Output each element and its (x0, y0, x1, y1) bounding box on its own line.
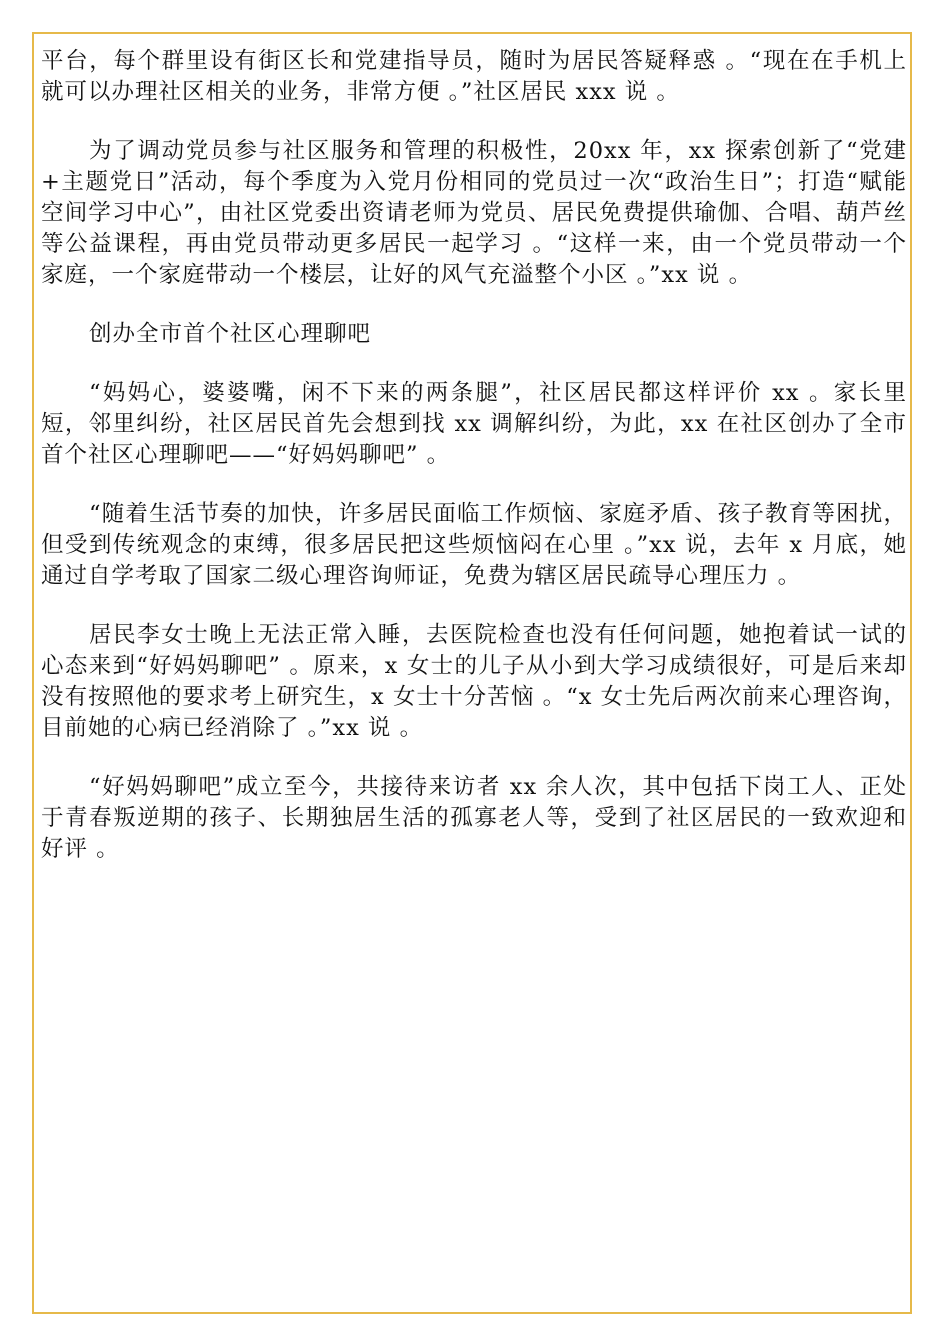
paragraph-mother-heart: “妈妈心，婆婆嘴，闲不下来的两条腿”，社区居民都这样评价 xx 。家长里短，邻里纠纷，社区居民首先会想到找 xx 调解纠纷，为此，xx 在社区创办了全市首个社区心理聊吧——“好妈妈聊吧” 。 (41, 380, 907, 468)
paragraph-life-pressure: “随着生活节奏的加快，许多居民面临工作烦恼、家庭矛盾、孩子教育等困扰，但受到传统观念的束缚，很多居民把这些烦恼闷在心里 。”xx 说，去年 x 月底，她通过自学考取了国家二级心理咨询师证，免费为辖区居民疏导心理压力 。 (41, 501, 907, 589)
paragraph-continuation: 平台，每个群里设有街区长和党建指导员，随时为居民答疑释惑 。“现在在手机上就可以办理社区相关的业务，非常方便 。”社区居民 xxx 说 。 (41, 48, 907, 105)
paragraph-summary: “好妈妈聊吧”成立至今，共接待来访者 xx 余人次，其中包括下岗工人、正处于青春叛逆期的孩子、长期独居生活的孤寡老人等，受到了社区居民的一致欢迎和好评 。 (41, 774, 907, 862)
section-heading: 创办全市首个社区心理聊吧 (89, 321, 372, 347)
paragraph-resident-case: 居民李女士晚上无法正常入睡，去医院检查也没有任何问题，她抱着试一试的心态来到“好妈妈聊吧” 。原来，x 女士的儿子从小到大学习成绩很好，可是后来却没有按照他的要求考上研究生，x 女士十分苦恼 。“x 女士先后两次前来心理咨询，目前她的心病已经消除了 。”xx 说 。 (41, 622, 907, 741)
document-body (41, 46, 907, 865)
paragraph-party-day-activity: 为了调动党员参与社区服务和管理的积极性，20xx 年，xx 探索创新了“党建+主题党日”活动，每个季度为入党月份相同的党员过一次“政治生日”；打造“赋能空间学习中心”，由社区党委出资请老师为党员、居民免费提供瑜伽、合唱、葫芦丝等公益课程，再由党员带动更多居民一起学习 。“这样一来，由一个党员带动一个家庭，一个家庭带动一个楼层，让好的风气充溢整个小区 。”xx 说 。 (41, 138, 907, 288)
